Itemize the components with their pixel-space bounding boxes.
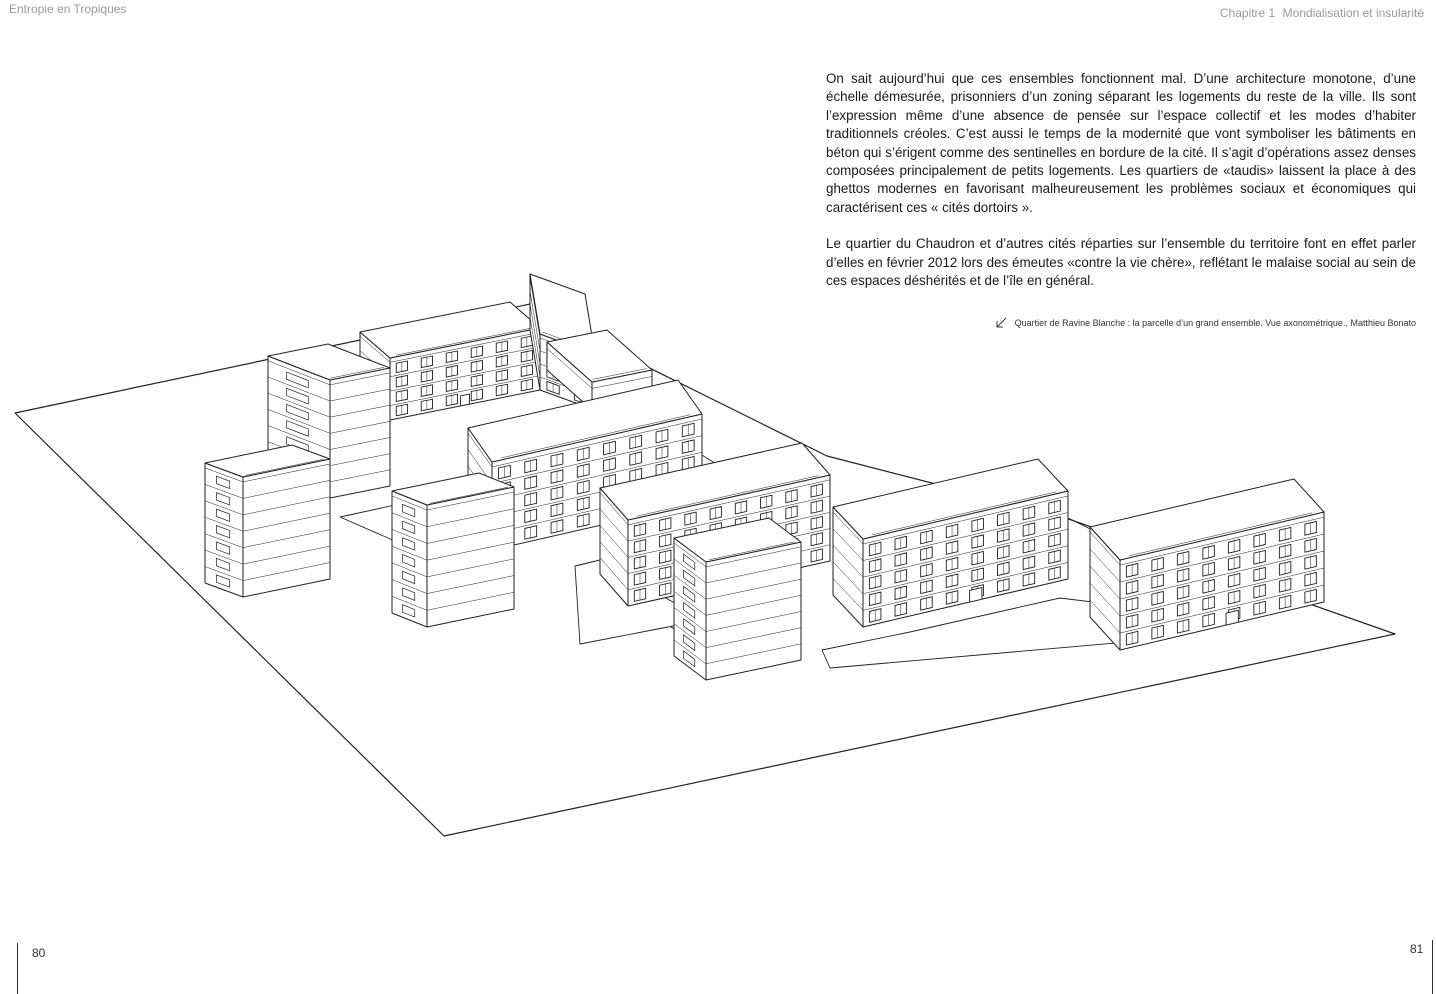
building [674,518,801,680]
paragraph-1: On sait aujourd’hui que ces ensembles fonctionnent mal. D’une architecture monotone, d’une échelle démesurée, prisonniers d’un zoning séparant les logements du reste de la ville. Ils sont l’expression même d’une absence de pensée sur l’espace collectif et les modes d’habiter traditionnels créoles. C’est aussi le temps de la modernité que vont symboliser les bâtiments en béton qui s’érigent comme des sentinelles en bordure de la cité. Il s’agit d’opérations assez denses composées principalement de petits logements. Les quartiers de «taudis» laissent la place à des ghettos modernes en favorisant malheureusement les problèmes sociaux et économiques qui caractérisent ces « cités dortoirs ». [826,71,1416,215]
entrance [1226,610,1238,625]
running-header-book-title: Entropie en Tropiques [9,2,127,16]
paragraph-2: Le quartier du Chaudron et d’autres cités réparties sur l’ensemble du territoire font en effet parler d’elles en février 2012 lors des émeutes «contre la vie chère», reflétant le malaise social au sein de ces espaces déshérités et de l’île en général. [826,236,1416,289]
building-front-face [427,487,514,627]
building-side-face [392,491,427,627]
page-number-left: 80 [32,946,46,960]
building-front-face [330,368,390,498]
chapter-label: Chapitre 1 [1219,6,1276,20]
chapter-title: Mondialisation et insularité [1282,6,1424,20]
building [205,445,330,597]
entrance [970,588,982,603]
building-side-face [205,463,243,597]
entrance [461,394,470,406]
caption-text: Quartier de Ravine Blanche : la parcelle d’un grand ensemble. Vue axonométrique., Matthieu Bonato [1014,318,1416,328]
building-front-face [706,542,801,680]
footer-rule-right [1432,940,1433,994]
building-front-face [243,459,330,597]
footer-rule-left [17,943,18,994]
building [392,473,514,627]
page-number-right: 81 [1410,942,1424,956]
